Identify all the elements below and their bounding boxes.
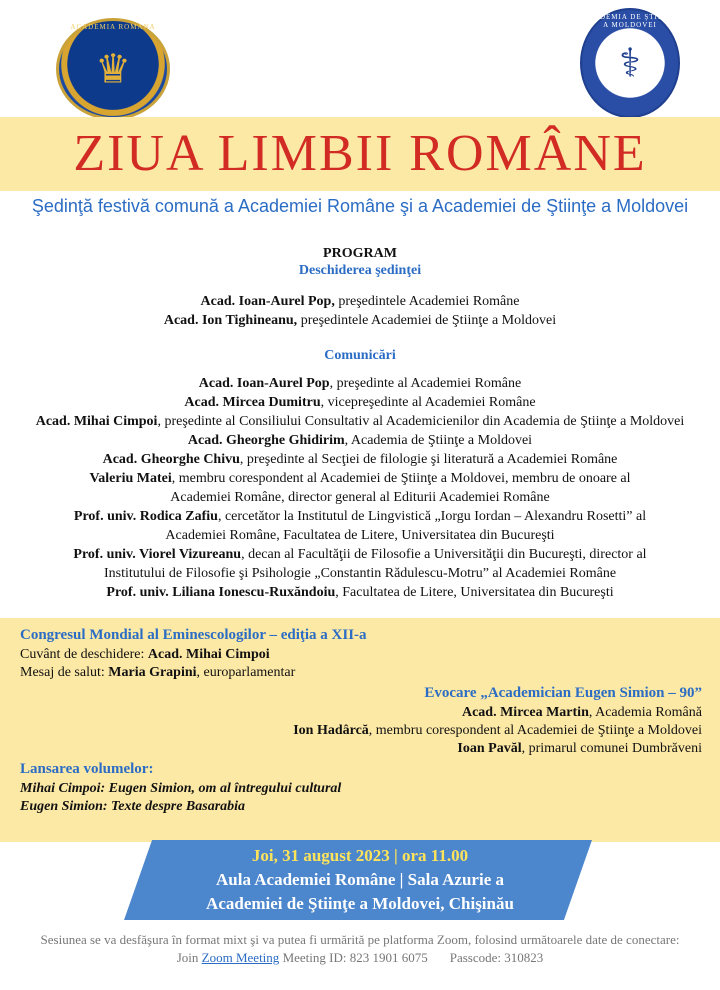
comms-line: Prof. univ. Liliana Ionescu-Ruxăndoiu, Facultatea de Litere, Universitatea din Bucureşti <box>106 585 614 600</box>
comms-line: Valeriu Matei, membru corespondent al Academiei de Ştiinţe a Moldovei, membru de onoare al <box>89 471 631 486</box>
opening-label: Deschiderea şedinţei <box>298 263 422 278</box>
congress-heading: Congresul Mondial al Eminescologilor – ediţia a XII-a <box>20 627 367 643</box>
logo-left-ring-text: ACADEMIA ROMANA <box>70 23 156 31</box>
page-title: ZIUA LIMBII ROMÂNE <box>73 125 647 182</box>
passcode: Passcode: 310823 <box>449 950 544 965</box>
program-label: PROGRAM <box>323 246 397 261</box>
asm-seal-icon: ⚕ <box>619 40 641 86</box>
comms-line: Prof. univ. Rodica Zafiu, cercetător la Institutul de Lingvistică „Iorgu Iordan – Alexandru Rosetti” al <box>73 509 647 524</box>
event-banner-text <box>0 844 720 916</box>
opening-line: Acad. Ioan-Aurel Pop, preşedintele Academiei Române <box>200 294 520 309</box>
zoom-info <box>20 931 700 967</box>
book-title: Eugen Simion: Texte despre Basarabia <box>20 799 246 814</box>
book-title: Mihai Cimpoi: Eugen Simion, om al întregului cultural <box>20 781 342 796</box>
logo-right-ring-text: ACADEMIA DE ŞTIINŢE A MOLDOVEI <box>582 13 678 29</box>
opening-line: Acad. Ion Tighineanu, preşedintele Academiei de Ştiinţe a Moldovei <box>163 313 557 328</box>
subtitle: Şedinţă festivă comună a Academiei Române şi a Academiei de Ştiinţe a Moldovei <box>31 196 689 216</box>
comms-label: Comunicări <box>324 348 396 363</box>
evocare-line: Ion Hadârcă, membru corespondent al Academiei de Ştiinţe a Moldovei <box>293 723 702 738</box>
academia-romana-logo <box>56 18 170 120</box>
event-venue-line: Academiei de Ştiinţe a Moldovei, Chişinău <box>206 894 514 913</box>
event-venue-line: Aula Academiei Române | Sala Azurie a <box>215 870 504 889</box>
comms-line: Institutului de Filosofie şi Psihologie „Constantin Rădulescu-Motru” al Academiei Române <box>103 566 617 581</box>
meeting-id: Meeting ID: 823 1901 6075 <box>282 950 428 965</box>
comms-line: Acad. Mihai Cimpoi, preşedinte al Consiliului Consultativ al Academicienilor din Academia de Ştiinţe a Moldovei <box>35 414 685 429</box>
comms-line: Acad. Gheorghe Chivu, preşedinte al Secţiei de filologie şi literatură a Academiei Române <box>102 452 618 467</box>
congress-opening: Cuvânt de deschidere: Acad. Mihai Cimpoi <box>20 647 270 662</box>
evocare-heading: Evocare „Academician Eugen Simion – 90” <box>424 685 702 701</box>
launch-heading: Lansarea volumelor: <box>20 761 154 777</box>
evocare-line: Ioan Pavăl, primarul comunei Dumbrăveni <box>457 741 702 756</box>
zoom-details: Join Zoom Meeting Meeting ID: 823 1901 6075 Passcode: 310823 <box>176 950 544 965</box>
opening-list <box>0 292 720 330</box>
academia-romana-seal-icon: ♛ <box>95 46 131 92</box>
comms-list <box>0 374 720 602</box>
comms-line: Academiei Române, Facultatea de Litere, Universitatea din Bucureşti <box>165 528 555 543</box>
comms-line: Academiei Române, director general al Editurii Academiei Române <box>170 490 550 505</box>
event-date: Joi, 31 august 2023 | ora 11.00 <box>251 846 469 865</box>
asm-logo <box>580 8 680 118</box>
evocare-line: Acad. Mircea Martin, Academia Română <box>461 705 702 720</box>
comms-line: Acad. Mircea Dumitru, vicepreşedinte al Academiei Române <box>184 395 536 410</box>
congress-greeting: Mesaj de salut: Maria Grapini, europarlamentar <box>20 665 296 680</box>
comms-line: Acad. Gheorghe Ghidirim, Academia de Ştiinţe a Moldovei <box>187 433 533 448</box>
comms-line: Prof. univ. Viorel Vizureanu, decan al Facultăţii de Filosofie a Universităţii din Bucureşti, director al <box>73 547 647 562</box>
zoom-notice: Sesiunea se va desfăşura în format mixt şi va putea fi urmărită pe platforma Zoom, folosind următoarele date de conectare: <box>40 932 680 947</box>
comms-line: Acad. Ioan-Aurel Pop, preşedinte al Academiei Române <box>198 376 522 391</box>
zoom-meeting-link[interactable]: Zoom Meeting <box>201 950 280 965</box>
